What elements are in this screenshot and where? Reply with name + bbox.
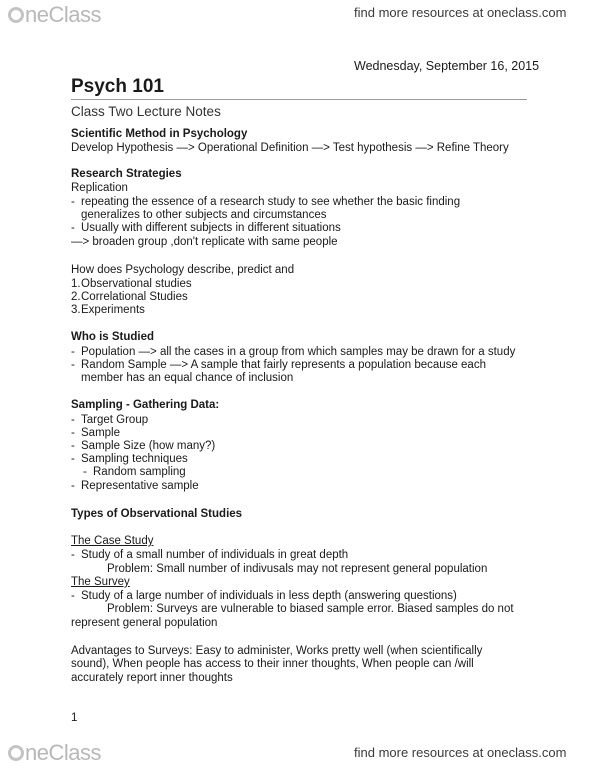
bullet-dash: - [71,549,75,561]
sampling-item-1: Target Group [81,414,149,426]
survey-title: The Survey [71,576,130,588]
survey-problem-cont: represent general population [71,617,218,629]
bullet-dash: - [71,590,75,602]
advantages-line-3: accurately report inner thoughts [71,672,233,684]
bullet-dash: - [71,480,75,492]
logo-ring-icon [8,745,24,761]
replication-bullet-1b: generalizes to other subjects and circumstances [81,209,327,221]
describe-item-1: Observational studies [81,278,192,290]
logo-text: neClass [25,740,101,765]
list-number: 3. [71,304,81,316]
sampling-item-3: Sample Size (how many?) [81,440,216,452]
case-study-bullet: Study of a small number of individuals in great depth [81,549,349,561]
replication-bullet-1a: repeating the essence of a research study to see whether the basic finding [81,196,461,208]
replication-label: Replication [71,182,128,194]
list-number: 2. [71,291,81,303]
page-number: 1 [71,712,78,724]
sampling-item-5: Representative sample [81,480,199,492]
resources-link-bottom[interactable]: find more resources at oneclass.com [354,745,567,760]
research-strategies-heading: Research Strategies [71,168,182,180]
logo-text: neClass [25,2,101,27]
oneclass-logo-top [8,2,101,28]
bullet-dash: - [71,414,75,426]
survey-problem: Problem: Surveys are vulnerable to biased sample error. Biased samples do not [107,603,514,615]
page-title: Psych 101 [71,76,164,97]
oneclass-logo-bottom [8,740,101,766]
scientific-method-heading: Scientific Method in Psychology [71,128,248,140]
resources-link-top[interactable]: find more resources at oneclass.com [354,5,567,20]
page-subtitle: Class Two Lecture Notes [71,104,221,119]
bullet-dash: - [71,346,75,358]
title-rule [71,99,527,100]
bullet-dash: - [71,222,75,234]
replication-bullet-2: Usually with different subjects in different situations [81,222,341,234]
describe-line: How does Psychology describe, predict and [71,264,295,276]
describe-item-3: Experiments [81,304,145,316]
bullet-dash: - [83,466,87,478]
advantages-line-1: Advantages to Surveys: Easy to administer, Works pretty well (when scientifically [71,645,483,657]
observational-heading: Types of Observational Studies [71,508,243,520]
bullet-dash: - [71,196,75,208]
sampling-sub-item: Random sampling [93,466,186,478]
bullet-dash: - [71,359,75,371]
bullet-dash: - [71,453,75,465]
logo-ring-icon [8,7,24,23]
bullet-dash: - [71,427,75,439]
case-study-problem: Problem: Small number of indivusals may not represent general population [107,563,488,575]
who-studied-heading: Who is Studied [71,331,155,343]
list-number: 1. [71,278,81,290]
population-bullet: Population —> all the cases in a group from which samples may be drawn for a study [81,346,516,358]
survey-bullet: Study of a large number of individuals in less depth (answering questions) [81,590,457,602]
replication-arrow-line: —> broaden group ,don't replicate with same people [71,236,338,248]
sampling-item-4: Sampling techniques [81,453,188,465]
bullet-dash: - [71,440,75,452]
sampling-item-2: Sample [81,427,120,439]
scientific-method-line: Develop Hypothesis —> Operational Definition —> Test hypothesis —> Refine Theory [71,142,509,154]
random-sample-bullet-b: member has an equal chance of inclusion [81,372,294,384]
case-study-title: The Case Study [71,535,154,547]
sampling-heading: Sampling - Gathering Data: [71,399,220,411]
describe-item-2: Correlational Studies [81,291,188,303]
advantages-line-2: sound), When people has access to their inner thoughts, When people can /will [71,658,474,670]
random-sample-bullet-a: Random Sample —> A sample that fairly represents a population because each [81,359,486,371]
lecture-date: Wednesday, September 16, 2015 [354,59,540,73]
